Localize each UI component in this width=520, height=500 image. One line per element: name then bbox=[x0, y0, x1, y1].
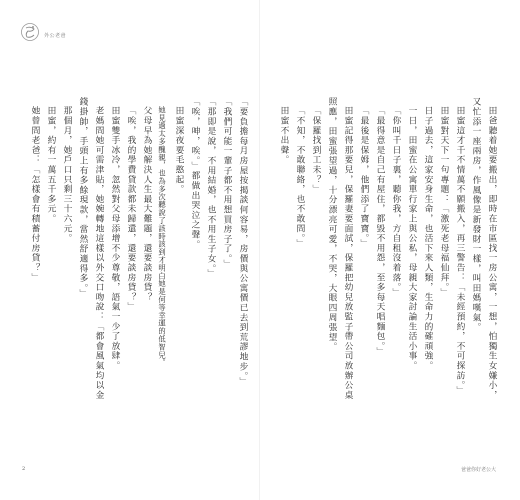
text-column: 田蜜這才千不情萬不願搬入，再三警告：「未經預約，不可探訪。」 bbox=[455, 106, 465, 396]
text-column: 照應，田蜜張望過，十分漂亮可愛，不哭，大眼四周張望。 bbox=[327, 97, 337, 352]
text-column: 田蜜不出聲。 bbox=[279, 106, 289, 165]
text-column: 「最得意是自己有屋住，都毀不用怨，至多每天唱麵包。」 bbox=[375, 106, 385, 357]
text-column: 「保羅找到工未？」 bbox=[311, 106, 321, 195]
text-column: 田蜜記得那要兒，保羅妻要面試，保羅把幼兒放監子帶公司放辦公桌 bbox=[343, 106, 353, 400]
text-column: 田蜜深夜要毛憨起。 bbox=[174, 106, 184, 195]
text-column: 「最後是保姆，他們添了寶寶。」 bbox=[359, 106, 369, 249]
text-column: 田蜜，約有一萬五千多元。 bbox=[46, 106, 56, 224]
text-column: 老媽問她可需津貼，她婉轉地這樣以外交口吻說：「都會風氣均以金 bbox=[94, 106, 104, 400]
text-column: 父母早為她解決人生最大難題，還要談房貸？ bbox=[142, 106, 152, 302]
text-column: 「那即是說，不用結婚，也不用生子女。」 bbox=[206, 97, 216, 279]
text-column: 「你叫千日子裏，聽你我，方自租沒着落。」 bbox=[391, 106, 401, 298]
text-column: 錢掛帥，手頭上有多餘現款，當然舒適得多。」 bbox=[78, 97, 88, 299]
publisher-logo-icon bbox=[20, 22, 40, 42]
text-column: 「要負擔每月房屋按揭談何容易，房價與公寓價已去到荒謬地步。」 bbox=[238, 97, 248, 387]
text-column: 田爸聽着她要搬出，即時在市區找一房公寓，一想，怕獨生女嫌小， bbox=[487, 106, 497, 400]
series-title: 外公老爸 bbox=[44, 33, 67, 39]
text-column: 「唉，我的學費貸款都未歸還，還要談房貸？」 bbox=[126, 106, 136, 312]
text-column: 「不知，不敢聯絡，也不敢問。」 bbox=[295, 106, 305, 249]
text-column: 她見過太多醜親，也為多次聽說了該時該到才明白她是何等幸運的低智兒。 bbox=[158, 106, 167, 367]
text-column: 「我們可能一輩子都不用想買房子了。」 bbox=[222, 97, 232, 270]
text-column: 田蜜雙手冰冷，忽然對父母添增不少尊敬，語氣一少了放肆。 bbox=[110, 106, 120, 371]
text-column: 日子過去，這家安身生命，也活下來人類，生命力的確頑強。 bbox=[423, 106, 433, 371]
page-gutter bbox=[259, 0, 260, 500]
text-column: 一日，田蜜在公寓單行家上與公私，母親大家討論生活小事。 bbox=[407, 106, 417, 371]
text-column: 那個月，她戶口只剩三十六元。 bbox=[62, 106, 72, 244]
text-column: 田蜜對天下一句專題：「激死老母福仙拜。」 bbox=[439, 106, 449, 298]
text-column: 又忙添一座兩房，作風像是新發財一樣，叫田媽嘆氣。 bbox=[471, 97, 481, 333]
running-title: 爸爸你好老公大 bbox=[460, 467, 496, 473]
page-number: 2 bbox=[22, 466, 26, 472]
text-column: 「唉，呻，唉。」都做出哭泣之聲。 bbox=[190, 97, 200, 250]
text-column: 她曾問老爸：「怎樣會有積蓄付房貸？」 bbox=[30, 106, 40, 283]
